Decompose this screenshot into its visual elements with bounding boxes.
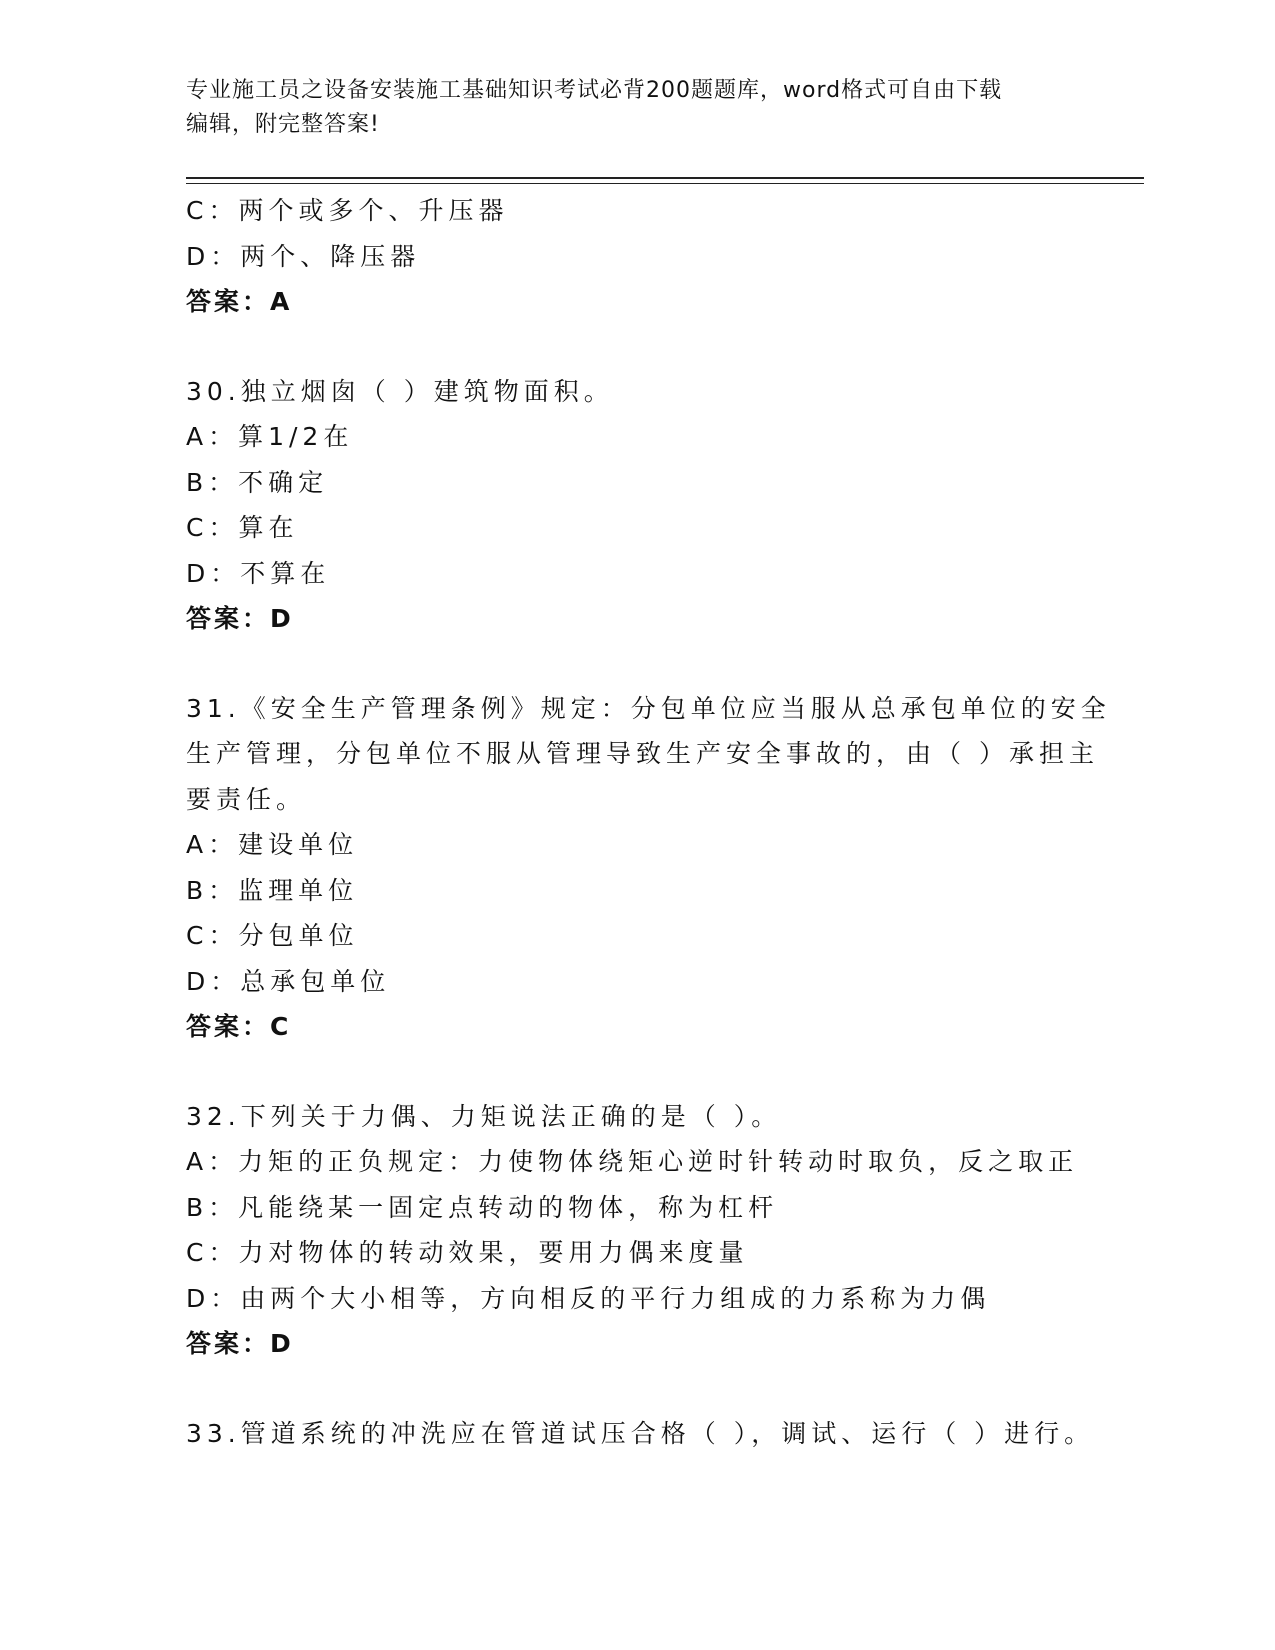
option-d: D：不算在 xyxy=(186,558,331,588)
header-divider-thin xyxy=(186,183,1144,184)
question-text-line-2: 生产管理，分包单位不服从管理导致生产安全事故的，由（ ）承担主 xyxy=(186,739,1099,768)
spacer xyxy=(186,325,1086,369)
header-divider-thick xyxy=(186,177,1144,179)
spacer xyxy=(186,1050,1086,1094)
option-a: A：力矩的正负规定：力使物体绕矩心逆时针转动时取负，反之取正 xyxy=(186,1147,1079,1176)
option-d: D：两个、降压器 xyxy=(186,241,421,271)
option-c: C：两个或多个、升压器 xyxy=(186,196,509,225)
option-b: B：凡能绕某一固定点转动的物体，称为杠杆 xyxy=(186,1192,779,1222)
question-text: 30.独立烟囱（ ）建筑物面积。 xyxy=(186,376,614,406)
option-c: C：分包单位 xyxy=(186,921,359,950)
question-29-tail xyxy=(186,188,1086,325)
option-a: A：建设单位 xyxy=(186,830,359,859)
answer: 答案：D xyxy=(186,604,294,633)
header-title-line-1: 专业施工员之设备安装施工基础知识考试必背200题题库，word格式可自由下载 xyxy=(186,78,1003,103)
option-d: D：总承包单位 xyxy=(186,966,391,996)
question-33 xyxy=(186,1411,1095,1457)
answer: 答案：A xyxy=(186,287,293,316)
question-content xyxy=(186,188,1111,1456)
question-32 xyxy=(186,1094,1086,1367)
answer: 答案：D xyxy=(186,1329,294,1358)
document-header xyxy=(186,74,1086,142)
option-a: A：算1/2在 xyxy=(186,422,354,451)
question-text-line-3: 要责任。 xyxy=(186,784,307,814)
question-31 xyxy=(186,686,1111,1050)
question-text: 33.管道系统的冲洗应在管道试压合格（ ），调试、运行（ ）进行。 xyxy=(186,1418,1095,1448)
spacer xyxy=(186,642,1086,686)
option-b: B：监理单位 xyxy=(186,875,359,905)
spacer xyxy=(186,1367,1086,1411)
header-title-line-2: 编辑，附完整答案! xyxy=(186,112,380,137)
question-text: 32.下列关于力偶、力矩说法正确的是（ ）。 xyxy=(186,1101,782,1131)
question-text-line-1: 31.《安全生产管理条例》规定：分包单位应当服从总承包单位的安全 xyxy=(186,693,1111,723)
question-30 xyxy=(186,369,1086,642)
option-b: B：不确定 xyxy=(186,467,329,497)
answer: 答案：C xyxy=(186,1012,292,1041)
option-c: C：算在 xyxy=(186,513,299,542)
option-d: D：由两个大小相等，方向相反的平行力组成的力系称为力偶 xyxy=(186,1283,991,1313)
option-c: C：力对物体的转动效果，要用力偶来度量 xyxy=(186,1238,749,1267)
